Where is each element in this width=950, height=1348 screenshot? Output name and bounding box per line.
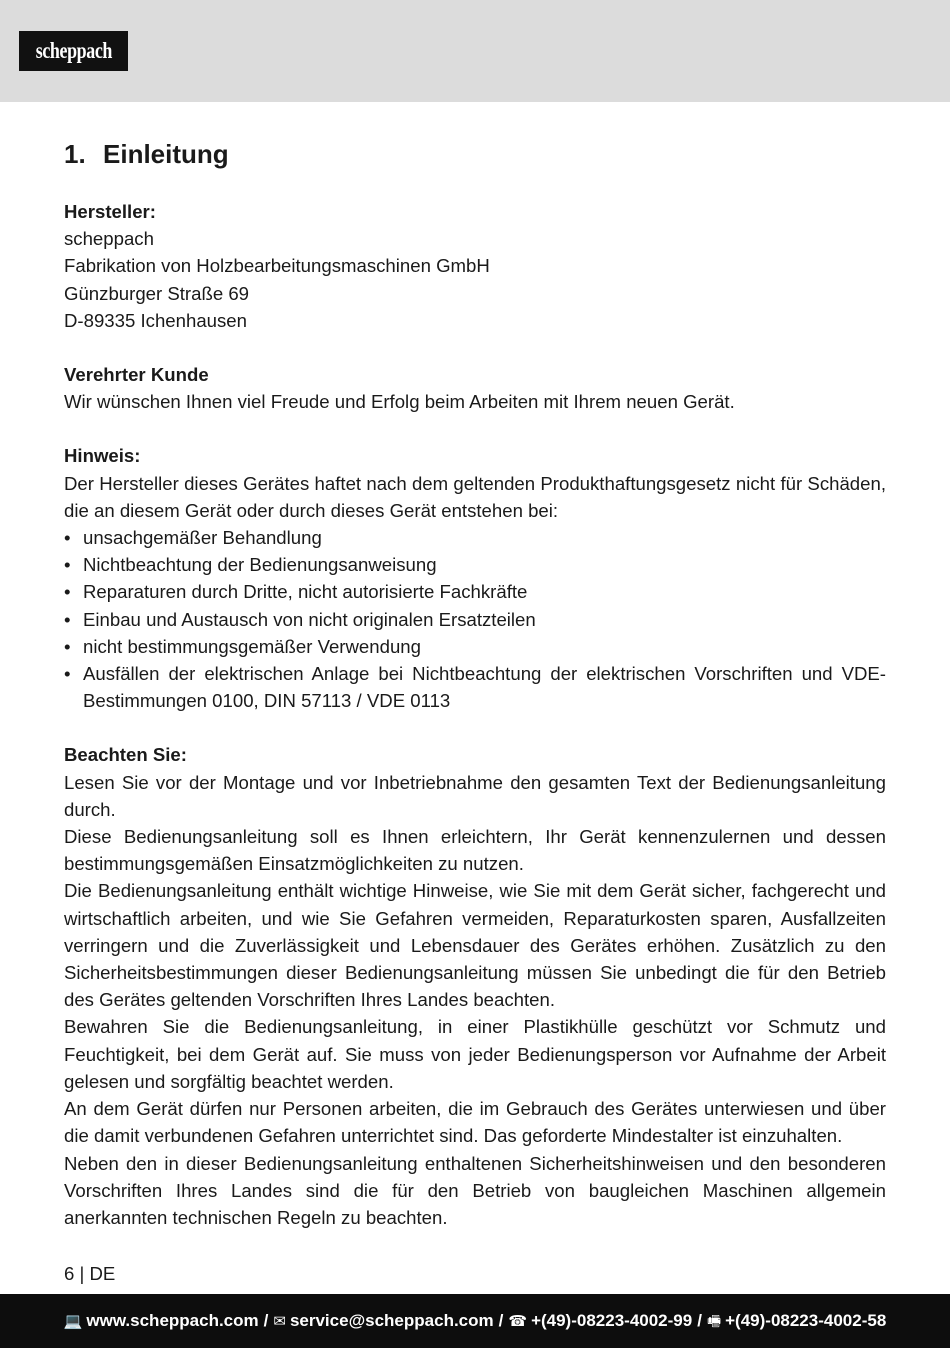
telephone-icon: ☎: [508, 1312, 528, 1330]
logo-text: scheppach: [35, 38, 112, 63]
manufacturer-block: [64, 198, 886, 334]
notice-list: [64, 524, 886, 714]
attention-paragraph: Lesen Sie vor der Montage und vor Inbetriebnahme den gesamten Text der Bedienungsanleitung durch.: [64, 771, 886, 820]
customer-block: [64, 361, 886, 415]
page-footer: [0, 1294, 950, 1348]
footer-email-link[interactable]: service@scheppach.com: [289, 1311, 494, 1330]
scheppach-logo: [19, 31, 128, 71]
manufacturer-line: Fabrikation von Holzbearbeitungsmaschinen GmbH: [64, 255, 490, 277]
list-item: • unsachgemäßer Behandlung: [64, 524, 886, 551]
document-body: [64, 138, 886, 1231]
attention-label: Beachten Sie:: [64, 744, 187, 766]
attention-paragraph: Diese Bedienungsanleitung soll es Ihnen erleichtern, Ihr Gerät kennenzulernen und dessen bestimmungsgemäßen Einsatzmöglichkeiten zu nutzen.: [64, 826, 886, 875]
attention-paragraph: Neben den in dieser Bedienungsanleitung enthaltenen Sicherheitshinweisen und den besonderen Vorschriften Ihres Landes sind die für den Betrieb von baugleichen Maschinen allgemein anerkannten technischen Regeln zu beachten.: [64, 1152, 886, 1228]
manufacturer-label: Hersteller:: [64, 201, 156, 222]
page-number: 6 | DE: [64, 1263, 116, 1284]
notice-label: Hinweis:: [64, 445, 141, 467]
footer-separator: /: [498, 1311, 504, 1330]
footer-separator: /: [697, 1311, 702, 1330]
attention-block: [64, 741, 886, 1231]
section-title: Einleitung: [103, 139, 229, 169]
fax-icon: 🖷: [706, 1312, 722, 1330]
section-number: 1.: [64, 139, 86, 169]
notice-text: Der Hersteller dieses Gerätes haftet nach dem geltenden Produkthaftungsgesetz nicht für Schäden, die an diesem Gerät oder durch dieses Gerät entstehen bei:: [64, 472, 886, 521]
computer-icon: 💻: [63, 1312, 83, 1330]
attention-paragraph: Die Bedienungsanleitung enthält wichtige Hinweise, wie Sie mit dem Gerät sicher, fachgerecht und wirtschaftlich arbeiten, und wie Sie Gefahren vermeiden, Reparaturkosten sparen, Ausfallzeiten verringern und die Zuverlässigkeit und Lebensdauer des Gerätes erhöhen. Zusätzlich zu den Sicherheitsbestimmungen dieser Bedienungsanleitung müssen Sie unbedingt die für den Betrieb des Gerätes geltenden Vorschriften Ihres Landes beachten.: [64, 880, 886, 1011]
attention-paragraph: Bewahren Sie die Bedienungsanleitung, in einer Plastikhülle geschützt vor Schmutz und Feuchtigkeit, bei dem Gerät auf. Sie muss von jeder Bedienungsperson vor Aufnahme der Arbeit gelesen und sorgfältig beachtet werden.: [64, 1016, 886, 1092]
manufacturer-line: scheppach: [64, 228, 154, 250]
notice-block: [64, 442, 886, 714]
section-heading: [64, 138, 886, 170]
attention-paragraph: An dem Gerät dürfen nur Personen arbeiten, die im Gebrauch des Gerätes unterwiesen und über die damit verbundenen Gefahren unterrichtet sind. Das geforderte Mindestalter ist einzuhalten.: [64, 1098, 886, 1147]
list-item: • Ausfällen der elektrischen Anlage bei Nichtbeachtung der elektrischen Vorschriften und VDE-Bestimmungen 0100, DIN 57113 / VDE 0113: [64, 660, 886, 714]
list-item: • Nichtbeachtung der Bedienungsanweisung: [64, 551, 886, 578]
mail-icon: ✉: [273, 1312, 286, 1330]
footer-website-link[interactable]: www.scheppach.com: [86, 1311, 259, 1330]
footer-separator: /: [263, 1311, 269, 1330]
page-header: [0, 0, 950, 102]
footer-fax: +(49)-08223-4002-58: [725, 1311, 887, 1330]
list-item: • Einbau und Austausch von nicht originalen Ersatzteilen: [64, 606, 886, 633]
list-item: • nicht bestimmungsgemäßer Verwendung: [64, 633, 886, 660]
manufacturer-line: Günzburger Straße 69: [64, 282, 250, 304]
footer-phone: +(49)-08223-4002-99: [531, 1311, 693, 1330]
customer-text: Wir wünschen Ihnen viel Freude und Erfolg beim Arbeiten mit Ihrem neuen Gerät.: [64, 391, 735, 413]
list-item: • Reparaturen durch Dritte, nicht autorisierte Fachkräfte: [64, 578, 886, 605]
customer-label: Verehrter Kunde: [64, 364, 209, 386]
manufacturer-line: D-89335 Ichenhausen: [64, 309, 247, 331]
